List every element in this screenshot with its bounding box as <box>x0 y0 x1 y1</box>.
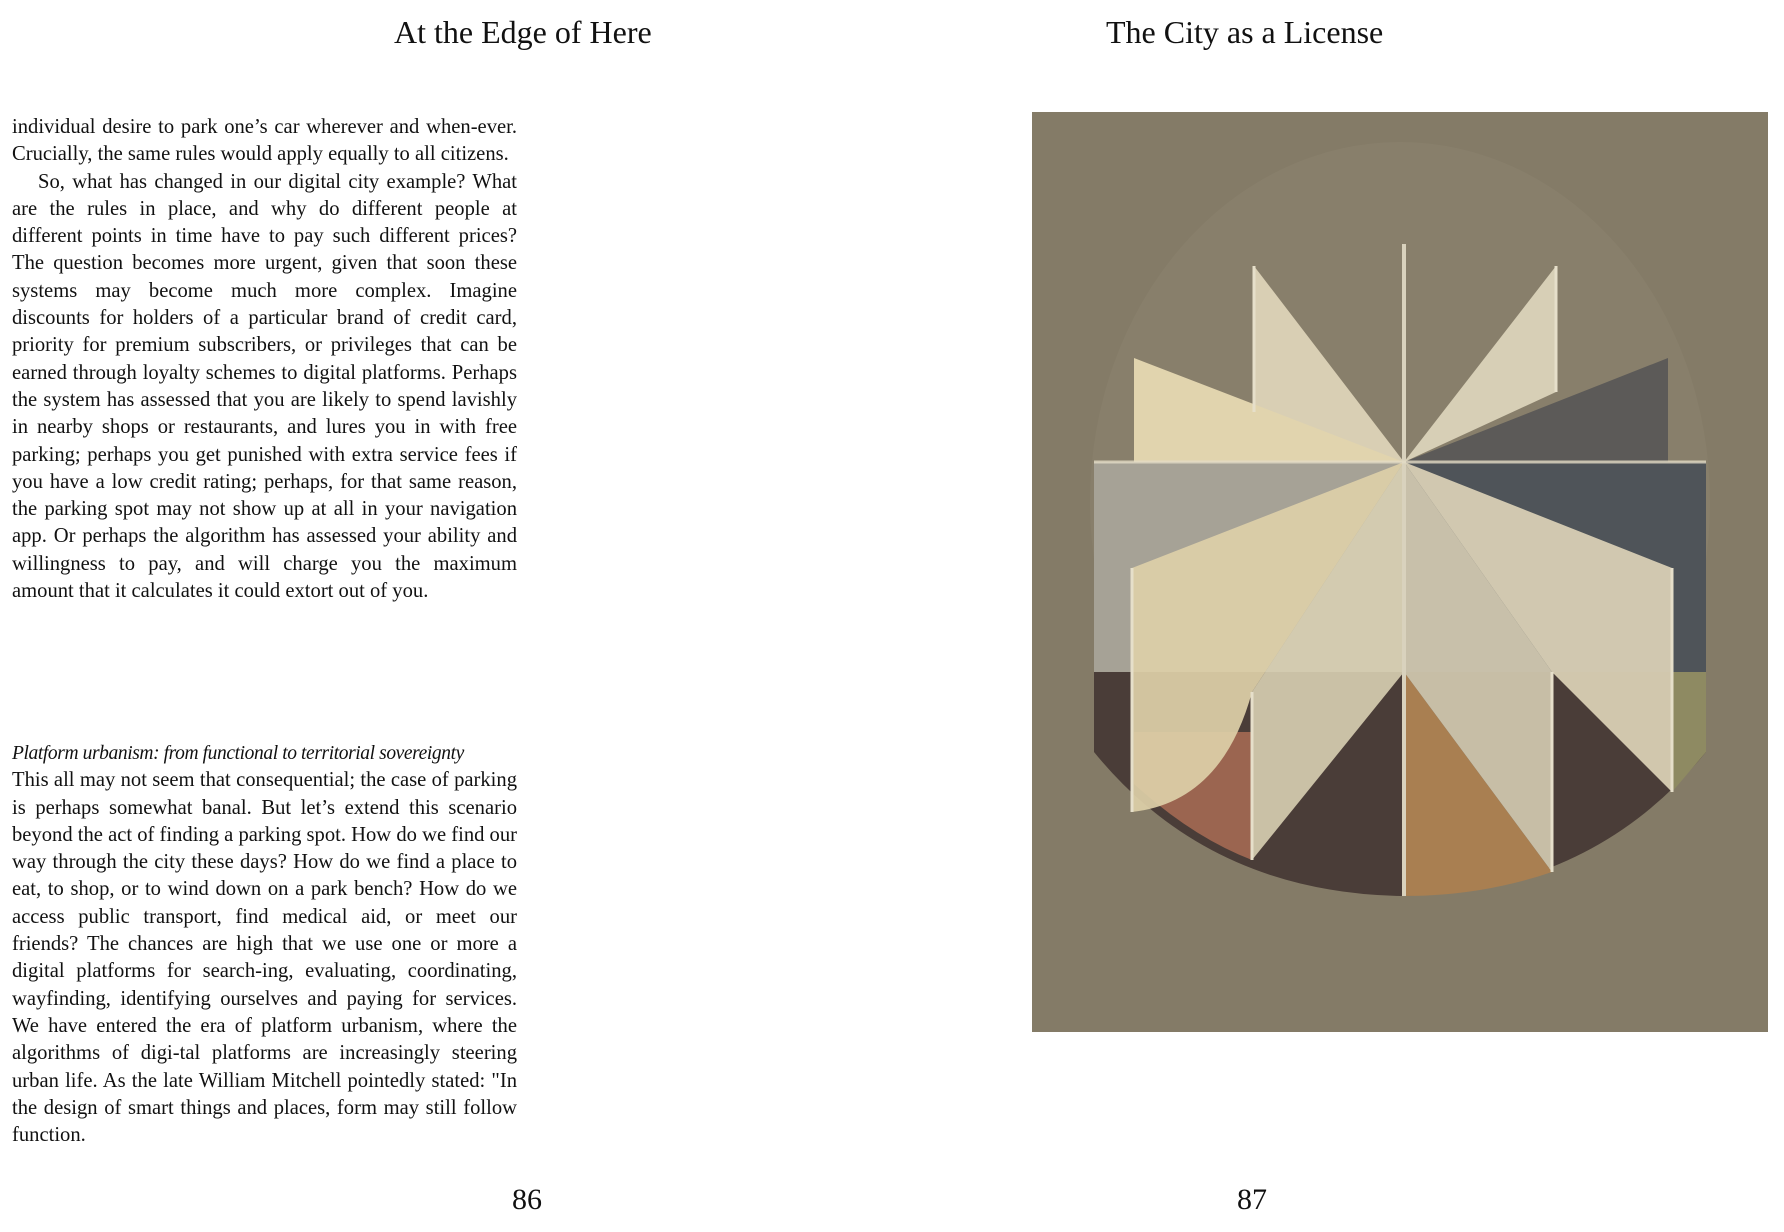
section-heading: Platform urbanism: from functional to territorial sovereignty <box>12 743 464 764</box>
running-head-right: The City as a License <box>1106 14 1384 50</box>
section-block <box>12 740 517 1149</box>
body-text-top <box>12 114 517 605</box>
page-number-left: 86 <box>512 1183 542 1216</box>
artwork-illustration <box>1032 112 1768 1032</box>
abstract-radial-artwork <box>1032 112 1768 1032</box>
paragraph: This all may not seem that consequential; the case of parking is perhaps somewhat banal. But let’s extend this scenario beyond the act of finding a parking spot. How do we find our way through the city these days? How do we find a place to eat, to shop, or to wind down on a park bench? How do we access public transport, find medical aid, or meet our friends? The chances are high that we use one or more a digital platforms for search-ing, evaluating, coordinating, wayfinding, identifying ourselves and paying for services. We have entered the era of platform urbanism, where the algorithms of digi-tal platforms are increasingly steering urban life. As the late William Mitchell pointedly stated: "In the design of smart things and places, form may still follow function. <box>12 769 518 1147</box>
paragraph: So, what has changed in our digital city example? What are the rules in place, and why do different people at different points in time have to pay such different prices? The question becomes more urgent, given that soon these systems may become much more complex. Imagine discounts for holders of a particular brand of credit card, priority for premium subscribers, or privileges that can be earned through loyalty schemes to digital platforms. Perhaps the system has assessed that you are likely to spend lavishly in nearby shops or restaurants, and lures you in with free parking; perhaps you get punished with extra service fees if you have a low credit rating; perhaps, for that same reason, the parking spot may not show up at all in your navigation app. Or perhaps the algorithm has assessed your ability and willingness to pay, and will charge you the maximum amount that it calculates it could extort out of you. <box>12 170 517 603</box>
page-number-right: 87 <box>1237 1183 1267 1216</box>
paragraph: individual desire to park one’s car wherever and when-ever. Crucially, the same rules would apply equally to all citizens. <box>12 116 517 166</box>
running-head-left: At the Edge of Here <box>394 14 652 50</box>
